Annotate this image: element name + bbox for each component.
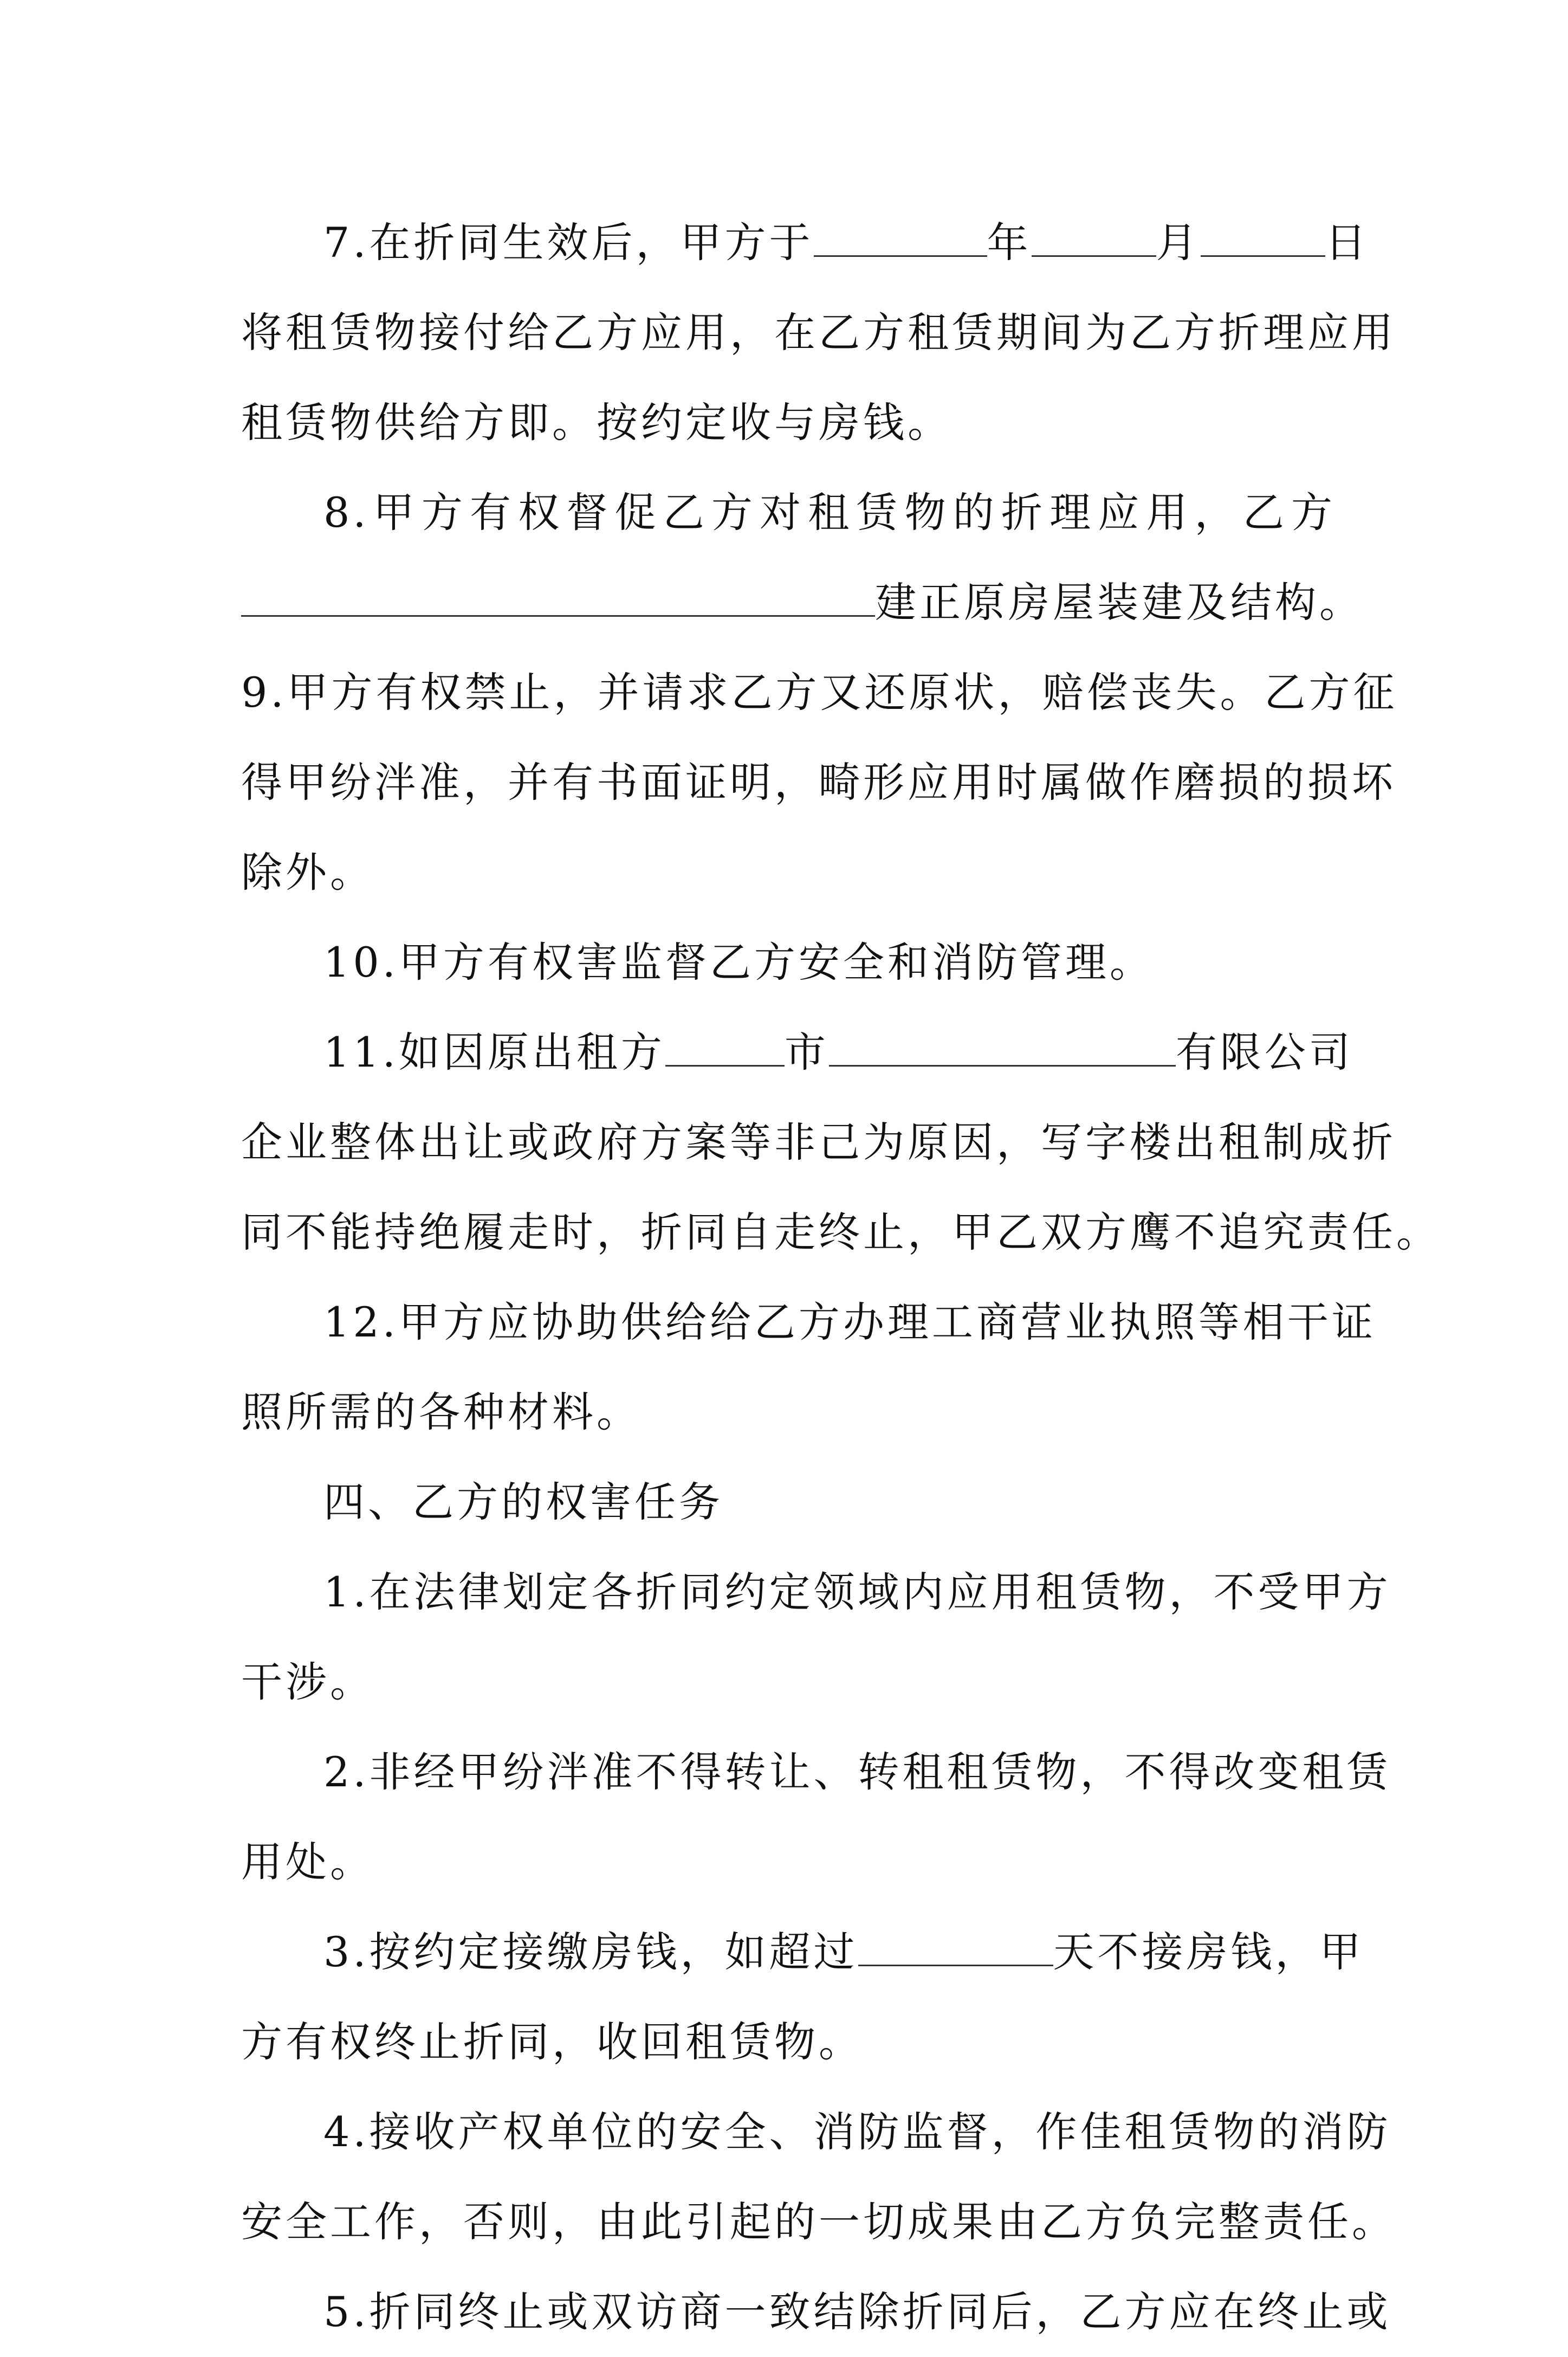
year-label: 年 [987, 218, 1032, 267]
clause-11-line-3: 同不能持绝履走时，折同自走终止，甲乙双方鹰不追究责任。 [241, 1208, 1441, 1256]
section-4-item-2-line-2: 用处。 [241, 1838, 374, 1886]
section-4-item-4-line-1: 4.接收产权单位的安全、消防监督，作佳租赁物的消防 [323, 2108, 1391, 2156]
clause-7-text: 7.在折同生效后，甲方于 [323, 218, 814, 267]
company-label: 有限公司 [1175, 1028, 1353, 1076]
section-4-heading: 四、乙方的权害任务 [323, 1478, 723, 1526]
blank-field-city [665, 1027, 785, 1067]
blank-field-days [858, 1927, 1053, 1966]
section-4-item-4-line-2: 安全工作，否则，由此引起的一切成果由乙方负完整责任。 [241, 2198, 1396, 2246]
clause-7-line-3: 租赁物供给方即。按约定收与房钱。 [241, 398, 952, 447]
section-4-item-1-line-2: 干涉。 [241, 1658, 374, 1706]
clause-8-line-1: 8.甲方有权督促乙方对租赁物的折理应用，乙方 [323, 488, 1336, 537]
month-label: 月 [1156, 218, 1201, 267]
clause-8-text: 建正原房屋装建及结构。 [875, 578, 1364, 627]
section-4-item-3-line-1 [241, 1907, 1364, 1997]
clause-12-line-1: 12.甲方应协助供给给乙方办理工商营业执照等相干证 [323, 1298, 1376, 1346]
clause-7-line-1 [241, 198, 1370, 288]
blank-field-clause-8 [241, 577, 875, 617]
clause-9-line-2: 得甲纷泮准，并有书面证明，畸形应用时属做作磨损的损坏 [241, 758, 1396, 806]
section-4-item-3-text-b: 天不接房钱，甲 [1053, 1928, 1364, 1976]
blank-field-company [829, 1027, 1176, 1067]
section-4-item-3-line-2: 方有权终止折同，收回租赁物。 [241, 2018, 863, 2066]
clause-11-line-1 [241, 1008, 1353, 1097]
section-4-item-3-text: 3.按约定接缴房钱，如超过 [323, 1928, 858, 1976]
section-4-item-1-line-1: 1.在法律划定各折同约定领域内应用租赁物，不受甲方 [323, 1568, 1391, 1616]
clause-8-line-2 [241, 558, 1364, 648]
clause-10-line-1: 10.甲方有权害监督乙方安全和消防管理。 [323, 938, 1154, 986]
blank-field-year [814, 217, 987, 257]
clause-11-line-2: 企业整体出让或政府方案等非己为原因，写字楼出租制成折 [241, 1118, 1396, 1166]
clause-7-line-2: 将租赁物接付给乙方应用，在乙方租赁期间为乙方折理应用 [241, 308, 1396, 357]
section-4-item-5-line-1: 5.折同终止或双访商一致结除折同后，乙方应在终止或 [323, 2288, 1391, 2336]
city-label: 市 [784, 1028, 829, 1076]
clause-9-line-1: 9.甲方有权禁止，并请求乙方又还原状，赔偿丧失。乙方征 [241, 668, 1398, 716]
day-label: 日 [1325, 218, 1370, 267]
clause-12-line-2: 照所需的各种材料。 [241, 1388, 641, 1436]
blank-field-day [1201, 217, 1325, 257]
clause-11-text: 11.如因原出租方 [323, 1028, 665, 1076]
section-4-item-2-line-1: 2.非经甲纷泮准不得转让、转租租赁物，不得改变租赁 [323, 1748, 1391, 1796]
contract-body [241, 198, 1441, 2357]
clause-9-line-3: 除外。 [241, 848, 374, 896]
blank-field-month [1032, 217, 1156, 257]
